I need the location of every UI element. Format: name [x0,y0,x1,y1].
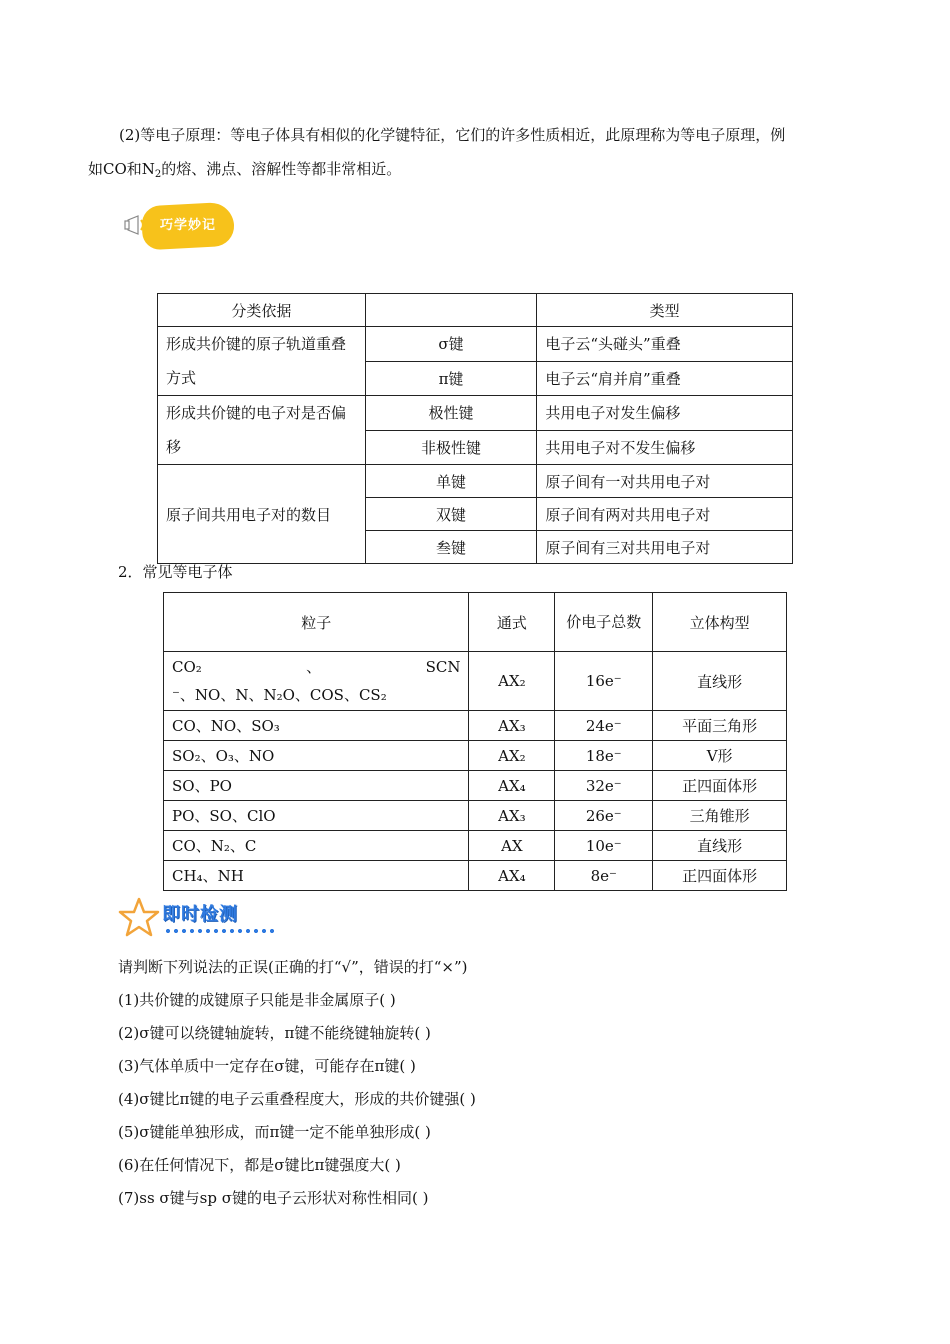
particles-cell [164,652,469,711]
type-cell: 双键 [365,498,537,531]
electrons-cell: 26e⁻ [555,801,653,831]
desc-cell: 共用电子对发生偏移 [537,396,793,431]
table-row [158,396,793,431]
section-title: 2．常见等电子体 [118,563,233,581]
table-header-row [164,593,787,652]
desc-cell: 共用电子对不发生偏移 [537,430,793,465]
particles-cell: PO、SO、ClO [164,801,469,831]
formula-cell: AX [469,831,555,861]
particle-text: 、 [306,658,322,676]
table-row [164,771,787,801]
table-row [158,327,793,362]
memory-tip-badge [120,190,240,260]
formula-cell: AX₄ [469,771,555,801]
table-header-row [158,294,793,327]
question-prompt: 请判断下列说法的正误(正确的打“√”，错误的打“×”) [118,958,468,976]
header-cell [365,294,537,327]
particles-cell: CH₄、NH [164,861,469,891]
electrons-cell: 24e⁻ [555,711,653,741]
particles-cell: CO、NO、SO₃ [164,711,469,741]
table-row [164,831,787,861]
electrons-cell: 32e⁻ [555,771,653,801]
table-row [164,801,787,831]
desc-cell: 原子间有三对共用电子对 [537,531,793,564]
intro-line2-post: 的熔、沸点、溶解性等都非常相近。 [161,160,402,178]
bond-classification-table [157,293,793,564]
particle-text: ⁻、NO、N、N₂O、COS、CS₂ [172,686,387,704]
formula-cell: AX₂ [469,652,555,711]
header-cell: 分类依据 [158,294,366,327]
desc-cell: 电子云“头碰头”重叠 [537,327,793,362]
table-row [164,652,787,711]
type-cell: σ键 [365,327,537,362]
isoelectronic-table [163,592,787,891]
question-item: (2)σ键可以绕键轴旋转，π键不能绕键轴旋转( ) [118,1024,431,1042]
basis-cell: 原子间共用电子对的数目 [158,465,366,564]
type-cell: 极性键 [365,396,537,431]
intro-line2-pre: 如CO和N [88,160,155,178]
star-icon [118,896,160,938]
question-item: (6)在任何情况下，都是σ键比π键强度大( ) [118,1156,401,1174]
shape-cell: 平面三角形 [653,711,787,741]
formula-cell: AX₃ [469,801,555,831]
badge-label: 即时检测 [162,904,238,925]
question-item: (5)σ键能单独形成，而π键一定不能单独形成( ) [118,1123,431,1141]
type-cell: 非极性键 [365,430,537,465]
question-item: (4)σ键比π键的电子云重叠程度大，形成的共价键强( ) [118,1090,476,1108]
header-cell: 通式 [469,593,555,652]
particle-text: SCN [425,658,461,676]
basis-cell: 形成共价键的原子轨道重叠方式 [158,327,366,396]
formula-cell: AX₃ [469,711,555,741]
header-cell: 价电子总数 [555,593,653,652]
type-cell: 单键 [365,465,537,498]
desc-cell: 原子间有两对共用电子对 [537,498,793,531]
table-row [158,465,793,498]
header-cell: 类型 [537,294,793,327]
particles-cell: CO、N₂、C [164,831,469,861]
electrons-cell: 10e⁻ [555,831,653,861]
shape-cell: 正四面体形 [653,771,787,801]
particles-line1 [172,653,460,681]
quick-check-badge [118,896,268,942]
electrons-cell: 8e⁻ [555,861,653,891]
particle-text: CO₂ [172,658,202,676]
question-item: (7)ss σ键与sp σ键的电子云形状对称性相同( ) [118,1189,429,1207]
question-item: (3)气体单质中一定存在σ键，可能存在π键( ) [118,1057,416,1075]
header-cell: 粒子 [164,593,469,652]
table-row [164,711,787,741]
shape-cell: 直线形 [653,831,787,861]
electrons-cell: 16e⁻ [555,652,653,711]
basis-cell: 形成共价键的电子对是否偏移 [158,396,366,465]
dotted-underline [164,928,274,934]
shape-cell: V形 [653,741,787,771]
shape-cell: 直线形 [653,652,787,711]
intro-paragraph [88,118,868,186]
desc-cell: 电子云“肩并肩”重叠 [537,361,793,396]
badge-label: 巧学妙记 [160,218,217,233]
table-row [164,861,787,891]
intro-line1: (2)等电子原理：等电子体具有相似的化学键特征，它们的许多性质相近，此原理称为等电子原理，例 [119,126,786,144]
intro-line2-sub: 2 [154,169,162,180]
formula-cell: AX₄ [469,861,555,891]
particles-cell: SO₂、O₃、NO [164,741,469,771]
megaphone-icon [122,208,156,242]
header-cell: 立体构型 [653,593,787,652]
formula-cell: AX₂ [469,741,555,771]
type-cell: π键 [365,361,537,396]
table-row [164,741,787,771]
shape-cell: 三角锥形 [653,801,787,831]
question-item: (1)共价键的成键原子只能是非金属原子( ) [118,991,396,1009]
shape-cell: 正四面体形 [653,861,787,891]
electrons-cell: 18e⁻ [555,741,653,771]
type-cell: 叁键 [365,531,537,564]
particles-cell: SO、PO [164,771,469,801]
desc-cell: 原子间有一对共用电子对 [537,465,793,498]
